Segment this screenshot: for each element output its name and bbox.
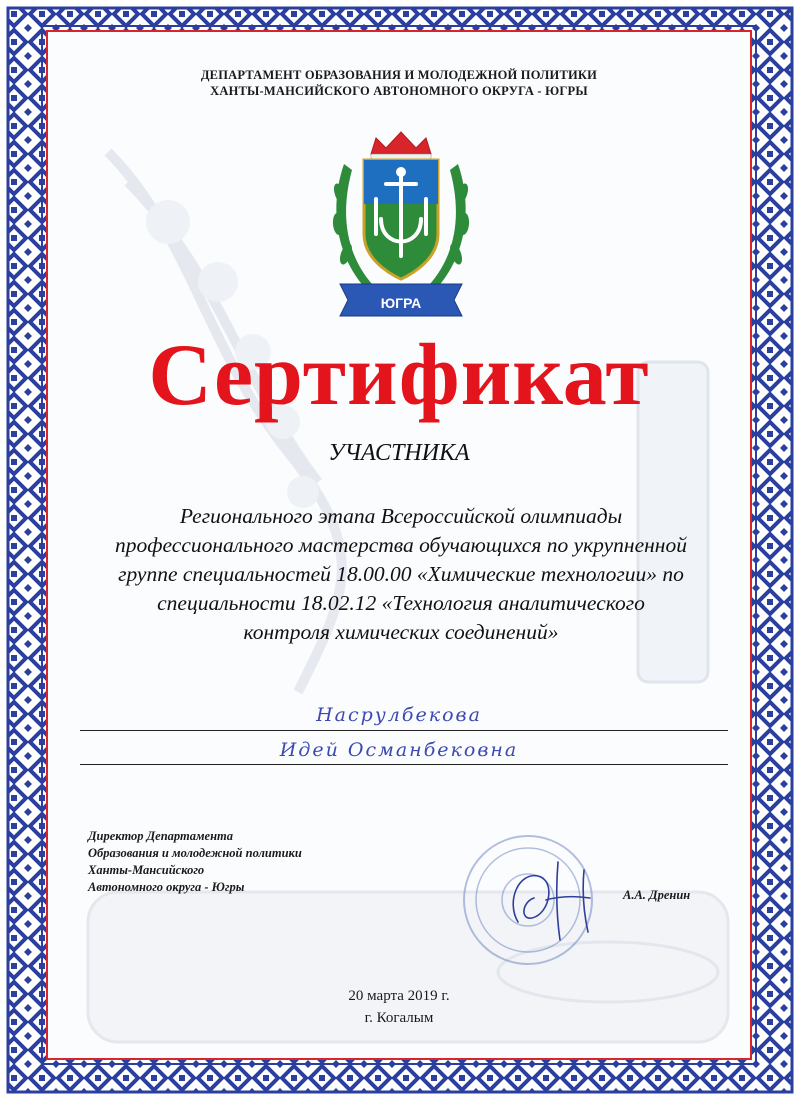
given-names-underline — [80, 764, 728, 765]
emblem-ribbon-text: ЮГРА — [380, 295, 422, 311]
description-line: Регионального этапа Всероссийской олимпиады — [179, 504, 623, 528]
director-name: А.А. Дренин — [623, 888, 691, 902]
coat-of-arms-icon — [326, 124, 476, 324]
department-name-line-2: ХАНТЫ-МАНСИЙСКОГО АВТОНОМНОГО ОКРУГА - ЮГРЫ — [210, 84, 588, 98]
olympiad-description — [58, 502, 744, 647]
signature-icon — [498, 852, 608, 947]
description-line: контроля химических соединений» — [243, 620, 559, 644]
director-title-line: Автономного округа - Югры — [88, 880, 245, 894]
certificate-sheet — [46, 30, 752, 1060]
department-name-line-1: ДЕПАРТАМЕНТ ОБРАЗОВАНИЯ И МОЛОДЕЖНОЙ ПОЛИТИКИ — [200, 68, 598, 82]
description-line: специальности 18.02.12 «Технология аналитического — [157, 591, 645, 615]
director-title — [88, 828, 302, 896]
recipient-given-names: Идей Османбековна — [279, 739, 519, 761]
certificate-title: Сертификат — [148, 327, 650, 424]
description-line: профессионального мастерства обучающихся по укрупненной — [115, 533, 687, 557]
surname-underline — [80, 730, 728, 731]
recipient-surname: Насрулбекова — [316, 704, 482, 726]
director-title-line: Образования и молодежной политики — [88, 846, 302, 860]
director-title-line: Директор Департамента — [88, 829, 234, 843]
description-line: группе специальностей 18.00.00 «Химические технологии» по — [118, 562, 684, 586]
issue-date: 20 марта 2019 г. — [348, 988, 450, 1004]
certificate-subtitle: УЧАСТНИКА — [328, 440, 470, 466]
director-title-line: Ханты-Мансийского — [88, 863, 205, 877]
issue-city: г. Когалым — [364, 1010, 434, 1026]
